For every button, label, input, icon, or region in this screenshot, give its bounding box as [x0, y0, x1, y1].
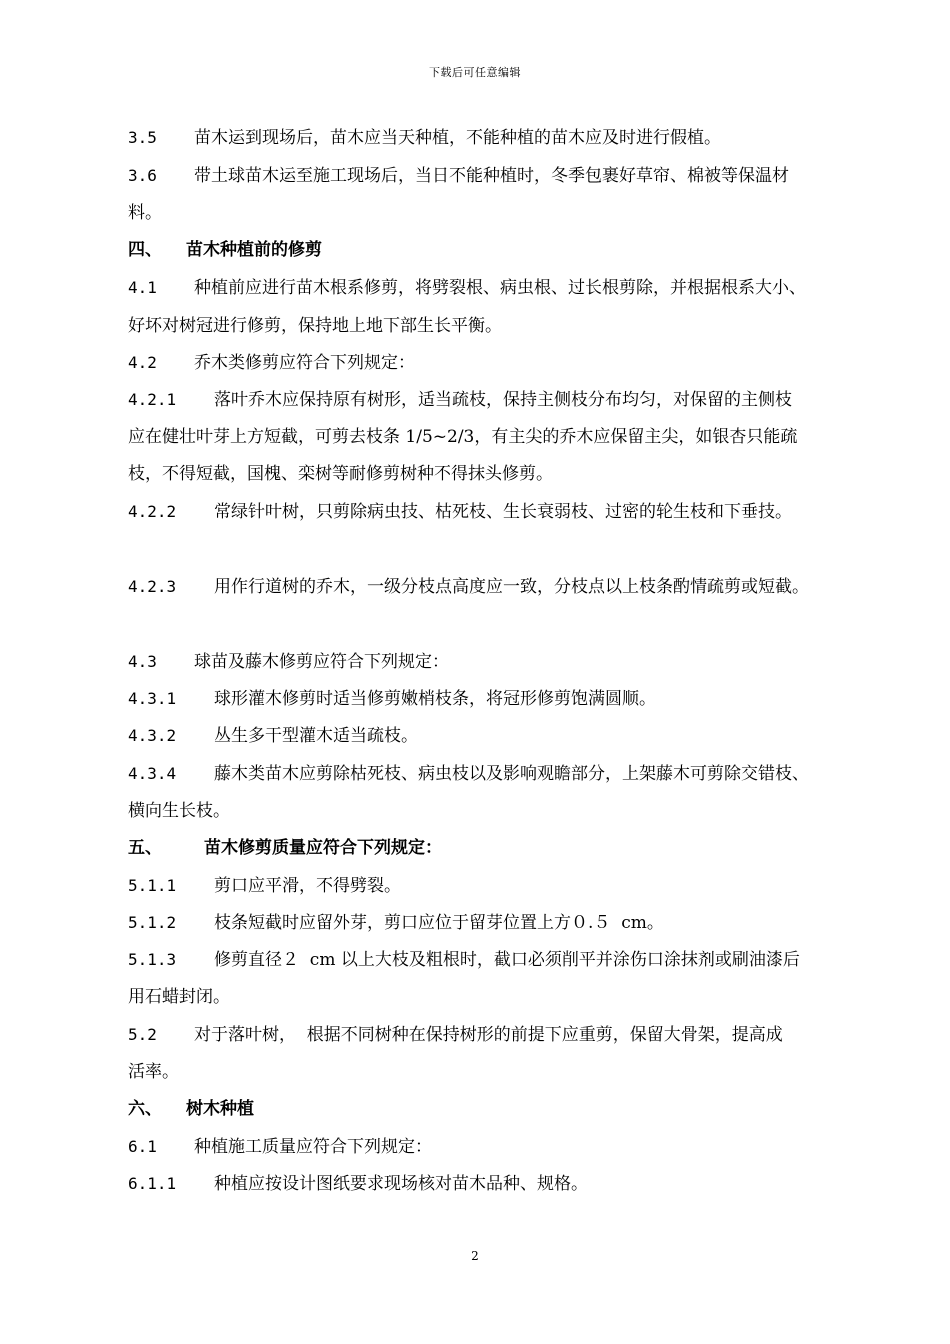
line-4-2-2: 4.2.2 常绿针叶树，只剪除病虫技、枯死枝、生长衰弱枝、过密的轮生枝和下垂技。: [128, 502, 792, 522]
line-6-1: 6.1 种植施工质量应符合下列规定：: [128, 1137, 432, 1157]
line-4-2-1-cont1: 应在健壮叶芽上方短截，可剪去枝条 1/5~2/3，有主尖的乔木应保留主尖，如银杏只能疏: [128, 427, 798, 447]
line-6-1-1: 6.1.1 种植应按设计图纸要求现场核对苗木品种、规格。: [128, 1174, 588, 1194]
line-3-6: 3.6 带土球苗木运至施工现场后，当日不能种植时，冬季包裹好草帘、棉被等保温材: [128, 166, 789, 186]
section-heading-4: 四、 苗木种植前的修剪: [128, 240, 322, 260]
page-header: 下载后可任意编辑: [429, 66, 521, 79]
line-3-5: 3.5 苗木运到现场后，苗木应当天种植，不能种植的苗木应及时进行假植。: [128, 128, 721, 148]
line-4-3-1: 4.3.1 球形灌木修剪时适当修剪嫩梢枝条，将冠形修剪饱满圆顺。: [128, 689, 656, 709]
line-5-1-3: 5.1.3 修剪直径２ cm 以上大枝及粗根时，截口必须削平并涂伤口涂抹剂或刷油漆后: [128, 950, 800, 970]
line-3-6-cont: 料。: [128, 203, 162, 223]
line-4-3-2: 4.3.2 丛生多干型灌木适当疏枝。: [128, 726, 418, 746]
line-4-2-3: 4.2.3 用作行道树的乔木，一级分枝点高度应一致，分枝点以上枝条酌情疏剪或短截。: [128, 577, 809, 597]
line-5-1-1: 5.1.1 剪口应平滑，不得劈裂。: [128, 876, 401, 896]
page-number: 2: [471, 1249, 479, 1263]
section-heading-5: 五、 苗木修剪质量应符合下列规定：: [128, 838, 442, 858]
line-5-1-3-cont: 用石蜡封闭。: [128, 987, 230, 1007]
section-heading-6: 六、 树木种植: [128, 1099, 254, 1119]
line-4-1: 4.1 种植前应进行苗木根系修剪，将劈裂根、病虫根、过长根剪除，并根据根系大小、: [128, 278, 806, 298]
line-4-1-cont: 好坏对树冠进行修剪，保持地上地下部生长平衡。: [128, 316, 502, 336]
line-4-3: 4.3 球苗及藤木修剪应符合下列规定：: [128, 652, 449, 672]
line-4-2-1-cont2: 枝，不得短截，国槐、栾树等耐修剪树种不得抹头修剪。: [128, 464, 553, 484]
line-5-1-2: 5.1.2 枝条短截时应留外芽，剪口应位于留芽位置上方０.５ cm。: [128, 913, 664, 933]
line-5-2-cont: 活率。: [128, 1062, 179, 1082]
line-4-3-4: 4.3.4 藤木类苗木应剪除枯死枝、病虫枝以及影响观瞻部分，上架藤木可剪除交错枝、: [128, 764, 809, 784]
line-4-2: 4.2 乔木类修剪应符合下列规定：: [128, 353, 415, 373]
line-5-2: 5.2 对于落叶树， 根据不同树种在保持树形的前提下应重剪，保留大骨架，提高成: [128, 1025, 783, 1045]
line-4-2-1: 4.2.1 落叶乔木应保持原有树形，适当疏枝，保持主侧枝分布均匀，对保留的主侧枝: [128, 390, 792, 410]
line-4-3-4-cont: 横向生长枝。: [128, 801, 230, 821]
